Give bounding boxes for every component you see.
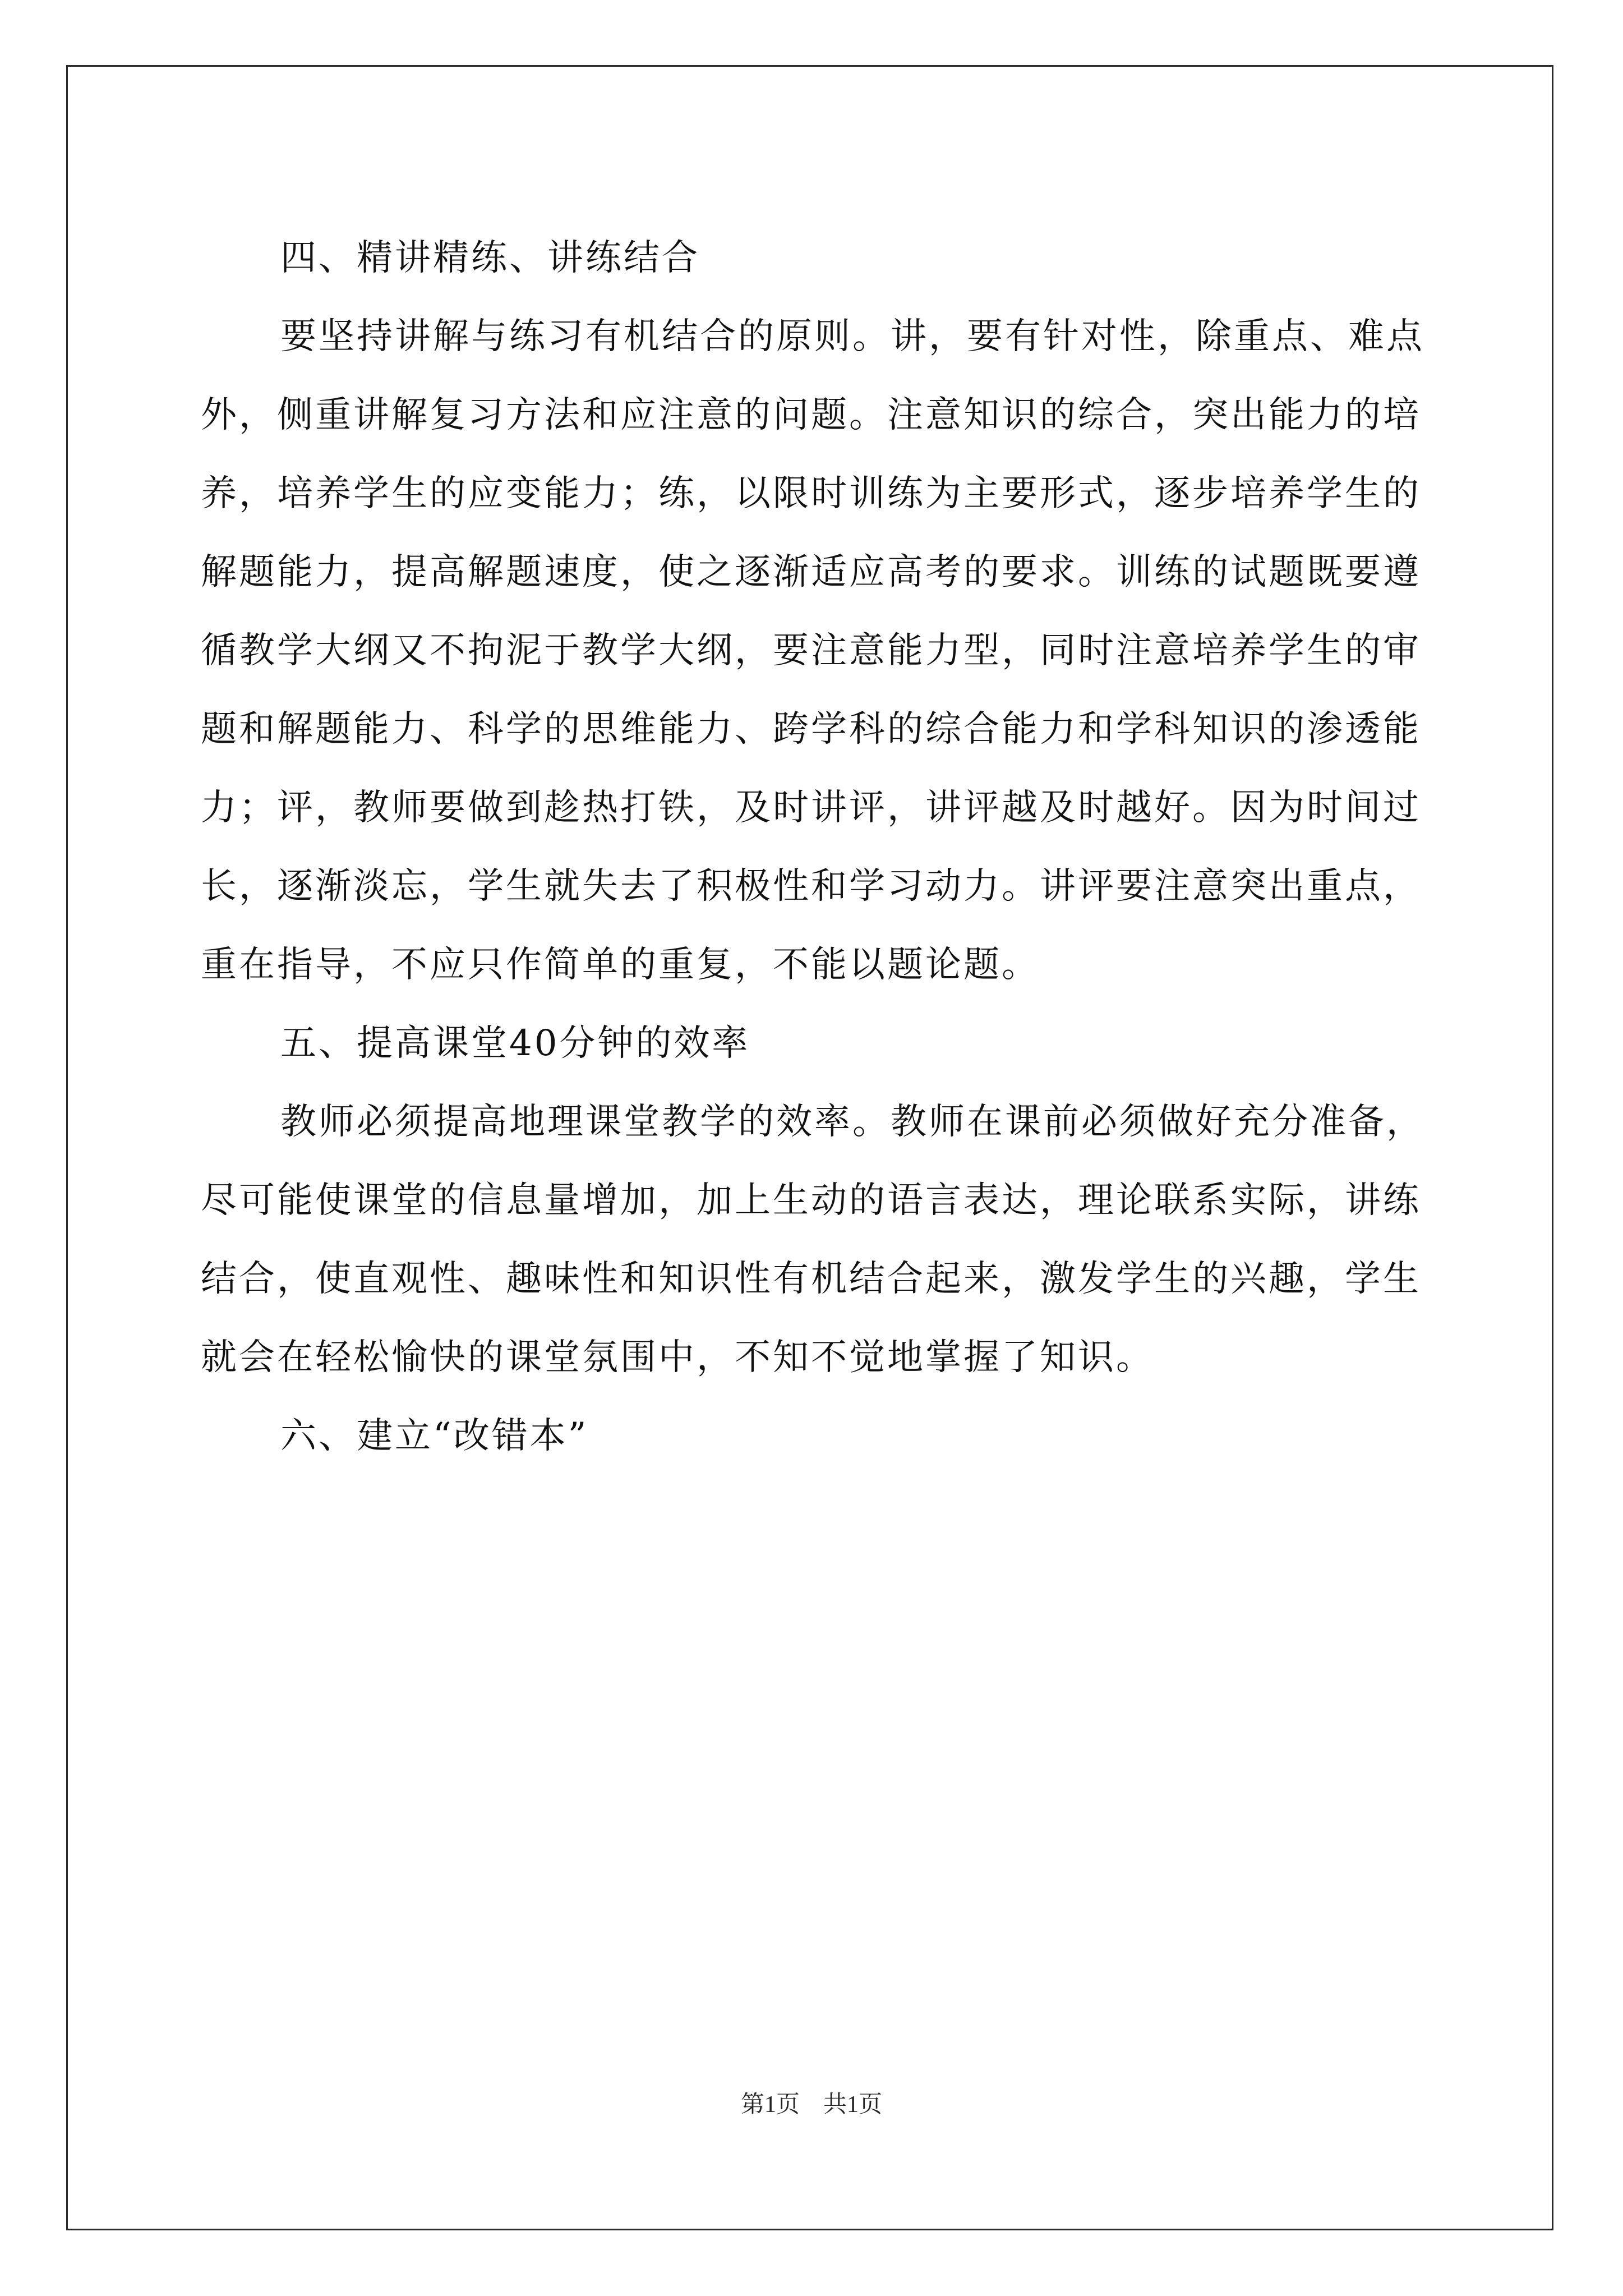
section-heading-6: 六、建立“改错本” xyxy=(280,1415,589,1457)
section-heading-5: 五、提高课堂40分钟的效率 xyxy=(280,1023,750,1064)
section-paragraph-5: 教师必须提高地理课堂教学的效率。教师在课前必须做好充分准备，尽可能使课堂的信息量增加，加上生动的语言表达，理论联系实际，讲练结合，使直观性、趣味性和知识性有机结合起来，激发学生的兴趣，学生就会在轻松愉快的课堂氛围中，不知不觉地掌握了知识。 xyxy=(201,1101,1424,1378)
document-body xyxy=(201,219,1435,1475)
section-heading-4: 四、精讲精练、讲练结合 xyxy=(280,237,700,279)
page-footer: 第1页 共1页 xyxy=(740,2092,882,2118)
section-paragraph-4: 要坚持讲解与练习有机结合的原则。讲，要有针对性，除重点、难点外，侧重讲解复习方法和应注意的问题。注意知识的综合，突出能力的培养，培养学生的应变能力；练，以限时训练为主要形式，逐步培养学生的解题能力，提高解题速度，使之逐渐适应高考的要求。训练的试题既要遵循教学大纲又不拘泥于教学大纲，要注意能力型，同时注意培养学生的审题和解题能力、科学的思维能力、跨学科的综合能力和学科知识的渗透能力；评，教师要做到趁热打铁，及时讲评，讲评越及时越好。因为时间过长，逐渐淡忘，学生就失去了积极性和学习动力。讲评要注意突出重点，重在指导，不应只作简单的重复，不能以题论题。 xyxy=(201,316,1424,986)
